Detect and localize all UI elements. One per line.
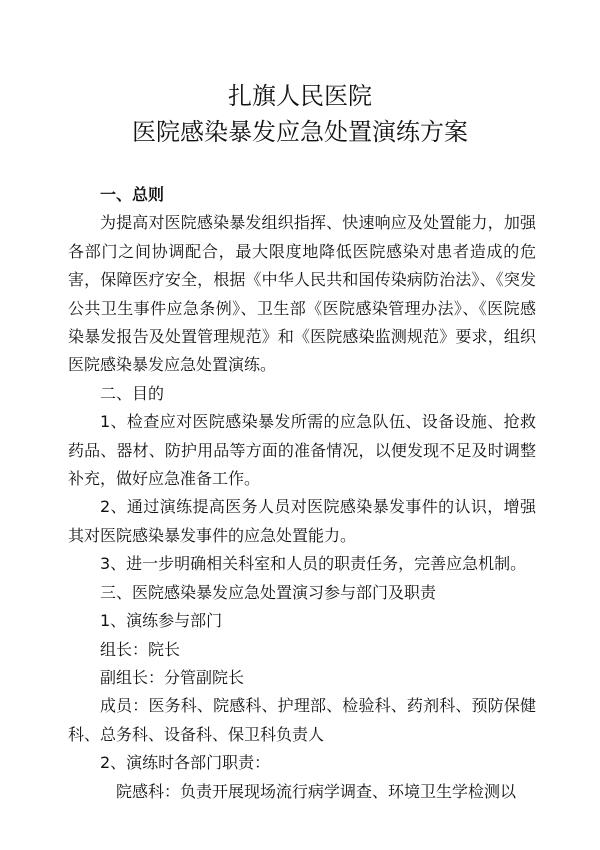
document-body: [68, 181, 536, 806]
line-members: 成员：医务科、院感科、护理部、检验科、药剂科、预防保健科、总务科、设备科、保卫科负责人: [68, 696, 536, 744]
subheading-duties: 2、演练时各部门职责：: [100, 753, 271, 773]
line-leader: 组长：院长: [100, 639, 181, 659]
paragraph-purpose-2: 2、通过演练提高医务人员对医院感染暴发事件的认识，增强其对医院感染暴发事件的应急处置能力。: [68, 497, 536, 545]
document-title-plan: 医院感染暴发应急处置演练方案: [132, 118, 468, 146]
section-heading-purpose: 二、目的: [100, 383, 165, 403]
line-deputy-leader: 副组长：分管副院长: [100, 667, 245, 687]
paragraph-general: 为提高对医院感染暴发组织指挥、快速响应及处置能力，加强各部门之间协调配合，最大限度地降低医院感染对患者造成的危害，保障医疗安全，根据《中华人民共和国传染病防治法》、《突发公共卫生事件应急条例》、卫生部《医院感染管理办法》、《医院感染暴发报告及处置管理规范》和《医院感染监测规范》要求，组织医院感染暴发应急处置演练。: [68, 213, 536, 375]
subheading-participants: 1、演练参与部门: [100, 611, 223, 631]
paragraph-purpose-3: 3、进一步明确相关科室和人员的职责任务，完善应急机制。: [100, 554, 527, 574]
document-title-hospital: 扎旗人民医院: [228, 82, 372, 110]
section-heading-general: 一、总则: [100, 185, 165, 204]
section-heading-departments: 三、医院感染暴发应急处置演习参与部门及职责: [100, 582, 437, 602]
paragraph-purpose-1: 1、检查应对医院感染暴发所需的应急队伍、设备设施、抢救药品、器材、防护用品等方面的准备情况，以便发现不足及时调整补充，做好应急准备工作。: [68, 412, 536, 489]
line-infection-dept-duty: 院感科：负责开展现场流行病学调查、环境卫生学检测以: [116, 781, 517, 801]
